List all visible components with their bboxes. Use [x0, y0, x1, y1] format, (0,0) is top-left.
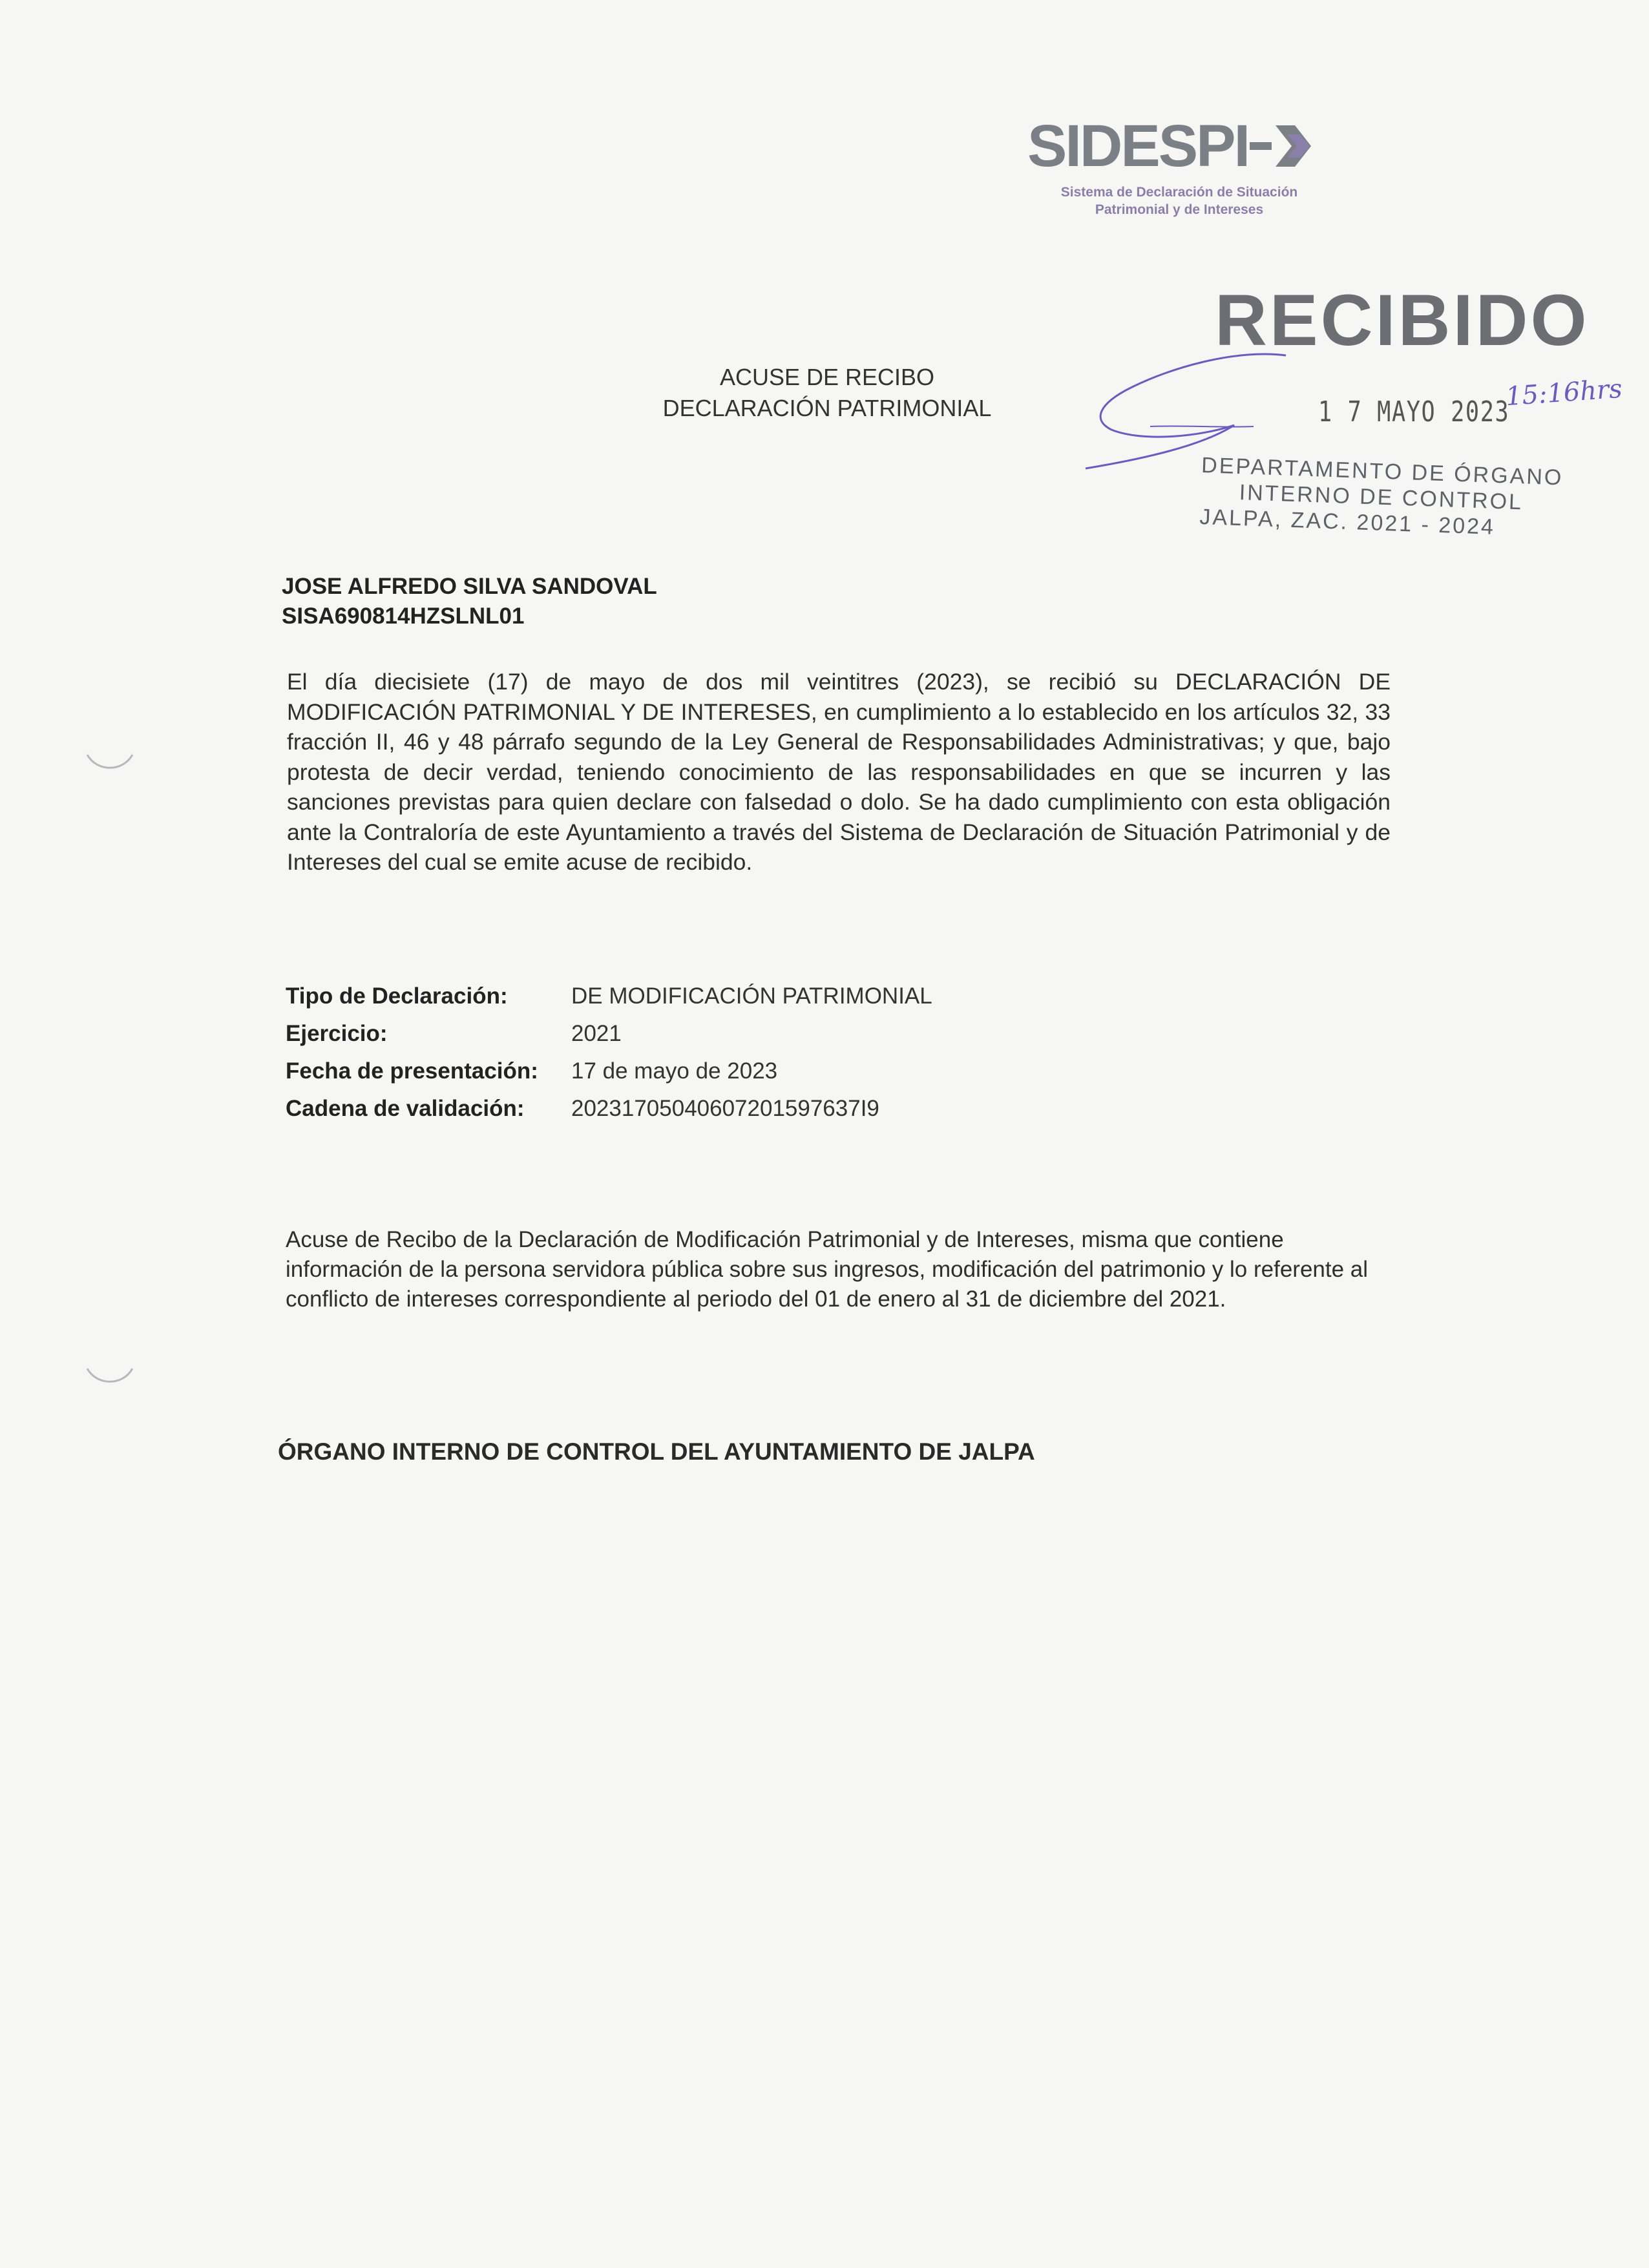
stamp-dept-line1: DEPARTAMENTO DE ÓRGANO [1201, 452, 1564, 490]
stamp-department [1199, 452, 1590, 543]
field-row-tipo [286, 978, 932, 1015]
field-value: DE MODIFICACIÓN PATRIMONIAL [571, 983, 932, 1009]
punch-mark [84, 1363, 136, 1389]
field-label: Cadena de validación: [286, 1096, 525, 1121]
logo-subtitle [1027, 184, 1331, 219]
punch-mark [84, 750, 136, 775]
field-row-fecha [286, 1053, 932, 1090]
field-row-cadena [286, 1090, 932, 1128]
field-row-ejercicio [286, 1015, 932, 1053]
title-line1: ACUSE DE RECIBO [719, 364, 935, 390]
document-title [620, 362, 1034, 424]
sidespi-logo [1027, 113, 1331, 219]
logo-subtitle-line1: Sistema de Declaración de Situación [1060, 185, 1298, 200]
field-label: Ejercicio: [286, 1021, 388, 1046]
logo-subtitle-line2: Patrimonial y de Intereses [1095, 202, 1264, 218]
stamp-handwritten-time: 15:16hrs [1504, 373, 1624, 412]
field-value: 2021 [571, 1021, 622, 1046]
recipient-block [282, 572, 657, 631]
stamp-recibido: RECIBIDO [1215, 280, 1590, 361]
issuing-organ: ÓRGANO INTERNO DE CONTROL DEL AYUNTAMIENTO DE JALPA [278, 1438, 1035, 1465]
field-value: 20231705040607201597637I9 [571, 1096, 879, 1121]
footer-paragraph: Acuse de Recibo de la Declaración de Modificación Patrimonial y de Intereses, misma que contiene información de la persona servidora pública sobre sus ingresos, modificación del patrimonio y lo referente al conflicto de intereses correspondiente al periodo del 01 de enero al 31 de diciembre del 2021. [286, 1227, 1369, 1312]
logo-wordmark [1027, 113, 1321, 179]
stamp-dept-line2: INTERNO DE CONTROL [1239, 480, 1524, 515]
declaration-fields [286, 978, 932, 1128]
field-label: Tipo de Declaración: [286, 983, 508, 1009]
recipient-name: JOSE ALFREDO SILVA SANDOVAL [282, 574, 657, 599]
stamp-dept-line3: JALPA, ZAC. 2021 - 2024 [1199, 504, 1496, 540]
stamp-date: 1 7 MAYO 2023 [1318, 395, 1510, 428]
body-paragraph: El día diecisiete (17) de mayo de dos mil veintitres (2023), se recibió su DECLARACIÓN DE MODIFICACIÓN PATRIMONIAL Y DE INTERESES, en cumplimiento a lo establecido en los artículos 32, 33 fracción II, 46 y 48 párrafo segundo de la Ley General de Responsabilidades Administrativas; y que, bajo protesta de decir verdad, teniendo conocimiento de las responsabilidades en que se incurren y las sanciones previstas para quien declare con falsedad o dolo. Se ha dado cumplimiento con esta obligación ante la Contraloría de este Ayuntamiento a través del Sistema de Declaración de Situación Patrimonial y de Intereses del cual se emite acuse de recibido. [287, 669, 1391, 875]
recipient-rfc: SISA690814HZSLNL01 [282, 604, 525, 629]
arrows-icon [1250, 120, 1321, 172]
title-line2: DECLARACIÓN PATRIMONIAL [662, 395, 992, 421]
field-label: Fecha de presentación: [286, 1058, 538, 1084]
logo-name: SIDESPI [1027, 113, 1249, 179]
field-value: 17 de mayo de 2023 [571, 1058, 778, 1084]
